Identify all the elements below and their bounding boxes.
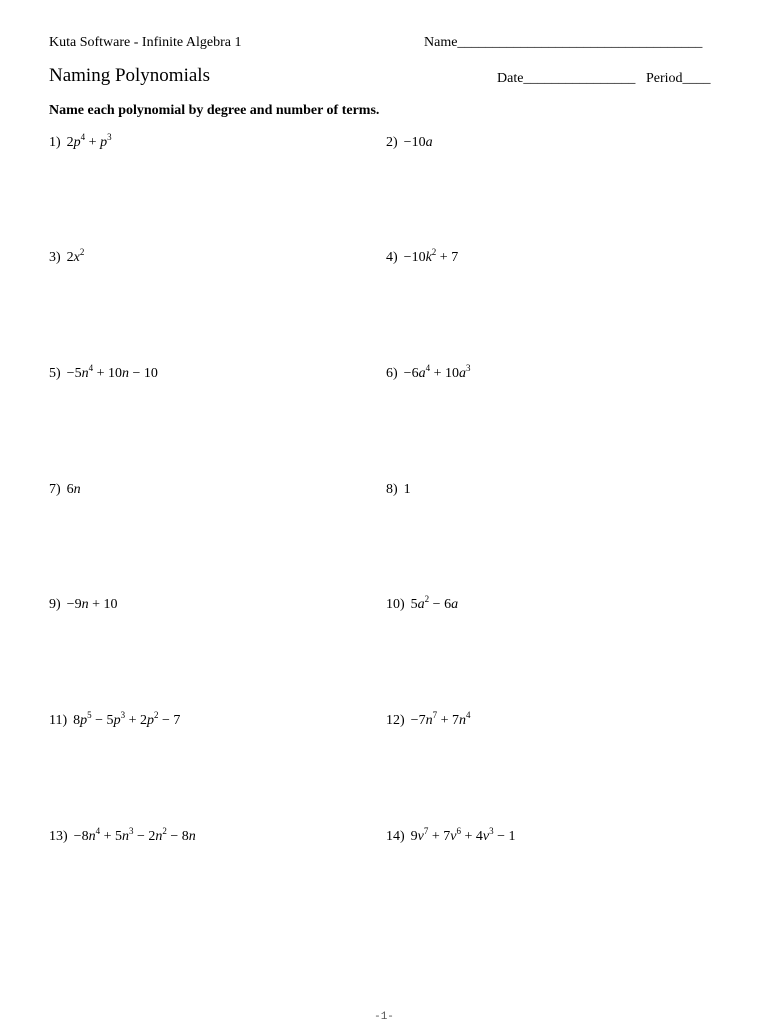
polynomial-expression: $-5n^4 + 10n - 10$ [66, 363, 158, 381]
problem-13 [49, 826, 196, 845]
polynomial-expression: −10a [403, 135, 433, 150]
polynomial-expression: 1 [403, 482, 411, 497]
polynomial-expression: $-7n^7 + 7n^4$ [410, 710, 471, 728]
problem-10 [386, 594, 459, 613]
problem-number: 6) [386, 366, 398, 381]
date-field: Date________________ [497, 71, 636, 86]
instructions: Name each polynomial by degree and number of terms. [49, 103, 380, 118]
problem-number: 8) [386, 482, 398, 497]
date-period-field [497, 71, 711, 87]
polynomial-expression: $8p^5 - 5p^3 + 2p^2 - 7$ [73, 710, 181, 728]
polynomial-expression: −9n + 10 [66, 597, 118, 612]
publisher-label: Kuta Software - Infinite Algebra 1 [49, 35, 242, 50]
problem-number: 12) [386, 713, 405, 728]
problem-number: 13) [49, 829, 68, 844]
polynomial-expression: $-10k^2 + 7$ [403, 247, 459, 265]
problem-3 [49, 247, 85, 266]
worksheet-title: Naming Polynomials [49, 65, 210, 86]
period-field: Period____ [645, 71, 711, 86]
problem-8 [386, 482, 411, 498]
page-number: -1- [374, 1011, 394, 1023]
polynomial-expression: $9v^7 + 7v^6 + 4v^3 - 1$ [410, 826, 516, 844]
polynomial-expression: $-6a^4 + 10a^3$ [403, 363, 471, 381]
polynomial-expression: $-8n^4 + 5n^3 - 2n^2 - 8n$ [73, 826, 196, 844]
problem-number: 9) [49, 597, 61, 612]
problem-number: 11) [49, 713, 68, 728]
problem-6 [386, 363, 471, 382]
problem-number: 3) [49, 250, 61, 265]
polynomial-expression: $2p^4 + p^3$ [66, 132, 112, 150]
problem-1 [49, 132, 112, 151]
problem-2 [386, 135, 433, 151]
problem-7 [49, 482, 81, 498]
problem-5 [49, 363, 158, 382]
polynomial-expression: $2x^2$ [66, 247, 85, 265]
problem-number: 7) [49, 482, 61, 497]
problem-number: 2) [386, 135, 398, 150]
problem-number: 4) [386, 250, 398, 265]
problem-number: 14) [386, 829, 405, 844]
problem-4 [386, 247, 459, 266]
problem-14 [386, 826, 516, 845]
problem-12 [386, 710, 471, 729]
problem-number: 10) [386, 597, 405, 612]
polynomial-expression: 6n [66, 482, 81, 497]
problem-number: 1) [49, 135, 61, 150]
problem-11 [49, 710, 181, 729]
name-field: Name___________________________________ [424, 35, 703, 50]
problem-number: 5) [49, 366, 61, 381]
polynomial-expression: $5a^2 - 6a$ [410, 594, 459, 612]
problem-9 [49, 597, 117, 613]
